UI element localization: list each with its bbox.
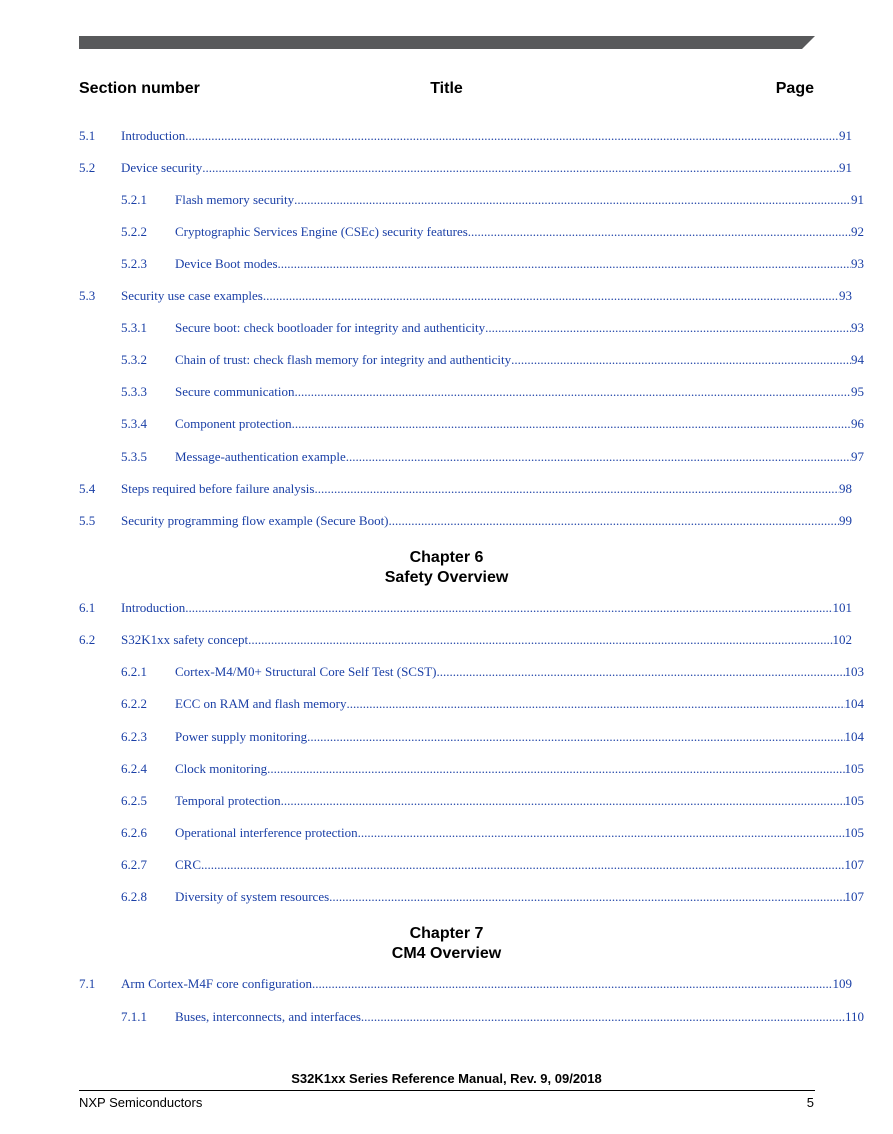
toc-entry[interactable]: [79, 599, 852, 617]
toc-entry-page[interactable]: 93: [851, 320, 864, 335]
dot-leader: [295, 383, 852, 401]
toc-entry-title[interactable]: Component protection: [175, 416, 292, 431]
toc-entry-title[interactable]: S32K1xx safety concept: [121, 632, 249, 647]
dot-leader: [307, 728, 844, 746]
toc-entry-title[interactable]: Buses, interconnects, and interfaces: [175, 1009, 361, 1024]
toc-entry-page[interactable]: 92: [851, 224, 864, 239]
toc-entry[interactable]: [121, 415, 864, 433]
toc-entry[interactable]: [121, 663, 864, 681]
footer-publisher: NXP Semiconductors: [79, 1095, 203, 1110]
toc-entry[interactable]: [79, 127, 852, 145]
toc-entry-title[interactable]: Steps required before failure analysis: [121, 481, 315, 496]
toc-entry-number: 5.3.4: [121, 416, 147, 431]
toc-entry-title[interactable]: ECC on RAM and flash memory: [175, 696, 347, 711]
toc-entry[interactable]: [121, 1008, 864, 1026]
toc-entry-title[interactable]: CRC: [175, 857, 202, 872]
toc-entry-title[interactable]: Arm Cortex-M4F core configuration: [121, 976, 312, 991]
toc-entry-page[interactable]: 103: [844, 664, 864, 679]
dot-leader: [389, 512, 839, 530]
toc-entry[interactable]: [121, 695, 864, 713]
toc-entry-number: 5.2: [79, 160, 96, 175]
dot-leader: [346, 448, 851, 466]
toc-entry-page[interactable]: 91: [851, 192, 864, 207]
toc-entry-page[interactable]: 105: [844, 825, 864, 840]
dot-leader: [263, 287, 839, 305]
dot-leader: [347, 695, 845, 713]
toc-entry-number: 5.3.5: [121, 449, 147, 464]
toc-entry[interactable]: [121, 888, 864, 906]
toc-entry-page[interactable]: 94: [851, 352, 864, 367]
dot-leader: [358, 824, 845, 842]
toc-entry[interactable]: [121, 448, 864, 466]
toc-entry[interactable]: [79, 159, 852, 177]
toc-entry-title[interactable]: Clock monitoring: [175, 761, 268, 776]
toc-entry-number: 5.4: [79, 481, 96, 496]
toc-entry-number: 7.1: [79, 976, 96, 991]
toc-entry-title[interactable]: Diversity of system resources: [175, 889, 330, 904]
toc-entry-number: 6.2.2: [121, 696, 147, 711]
dot-leader: [281, 792, 845, 810]
dot-leader: [468, 223, 851, 241]
toc-entry[interactable]: [121, 191, 864, 209]
toc-entry-number: 5.2.1: [121, 192, 147, 207]
toc-entry-number: 5.3.3: [121, 384, 147, 399]
header-bar: [79, 36, 815, 49]
footer-divider: [79, 1090, 815, 1091]
section-number-heading: Section number: [79, 80, 200, 97]
toc-entry-page[interactable]: 97: [851, 449, 864, 464]
toc-entry[interactable]: [79, 631, 852, 649]
toc-entry-page[interactable]: 110: [844, 1009, 864, 1024]
toc-entry-title[interactable]: Secure boot: check bootloader for integrity and authenticity: [175, 320, 486, 335]
toc-entry-title[interactable]: Secure communication: [175, 384, 295, 399]
dot-leader: [329, 888, 844, 906]
dot-leader: [202, 159, 839, 177]
toc-entry-title[interactable]: Cryptographic Services Engine (CSEc) security features: [175, 224, 468, 239]
toc-entry-page[interactable]: 91: [839, 160, 852, 175]
toc-entry-title[interactable]: Device Boot modes: [175, 256, 278, 271]
title-heading: Title: [430, 80, 463, 97]
toc-entry[interactable]: [121, 383, 864, 401]
toc-entry-page[interactable]: 107: [844, 889, 864, 904]
dot-leader: [294, 191, 851, 209]
chapter-heading: [0, 548, 893, 588]
toc-entry[interactable]: [121, 255, 864, 273]
chapter-number: Chapter 7: [409, 925, 484, 942]
dot-leader: [485, 319, 851, 337]
toc-entry-page[interactable]: 99: [839, 513, 852, 528]
toc-entry-title[interactable]: Chain of trust: check flash memory for integrity and authenticity: [175, 352, 512, 367]
chapter-title: Safety Overview: [384, 569, 509, 586]
toc-entry[interactable]: [121, 792, 864, 810]
toc-entry-page[interactable]: 93: [839, 288, 852, 303]
dot-leader: [278, 255, 851, 273]
toc-entry-page[interactable]: 105: [844, 793, 864, 808]
toc-entry[interactable]: [79, 287, 852, 305]
footer-page-number: 5: [806, 1095, 814, 1110]
dot-leader: [292, 415, 851, 433]
dot-leader: [267, 760, 844, 778]
toc-entry-number: 5.3: [79, 288, 96, 303]
toc-entry-number: 6.1: [79, 600, 96, 615]
toc-entry-page[interactable]: 104: [844, 729, 864, 744]
toc-entry[interactable]: [79, 480, 852, 498]
toc-entry[interactable]: [79, 512, 852, 530]
toc-entry-number: 6.2.6: [121, 825, 147, 840]
toc-entry-page[interactable]: 105: [844, 761, 864, 776]
toc-entry-title[interactable]: Introduction: [121, 600, 186, 615]
toc-entry-title[interactable]: Message-authentication example: [175, 449, 346, 464]
toc-entry-number: 5.2.2: [121, 224, 147, 239]
toc-entry[interactable]: [79, 975, 852, 993]
toc-entry-title[interactable]: Power supply monitoring: [175, 729, 308, 744]
toc-entry-page[interactable]: 98: [839, 481, 852, 496]
toc-entry[interactable]: [121, 319, 864, 337]
dot-leader: [185, 127, 839, 145]
toc-entry[interactable]: [121, 824, 864, 842]
dot-leader: [185, 599, 832, 617]
toc-entry-number: 5.2.3: [121, 256, 147, 271]
toc-entry-title[interactable]: Temporal protection: [175, 793, 281, 808]
page-heading: Page: [775, 80, 814, 97]
dot-leader: [248, 631, 832, 649]
toc-entry-number: 6.2.4: [121, 761, 147, 776]
header-bar-shape: [79, 36, 815, 49]
toc-entry-number: 5.3.1: [121, 320, 147, 335]
toc-entry-number: 7.1.1: [121, 1009, 147, 1024]
toc-entry[interactable]: [121, 760, 864, 778]
toc-entry[interactable]: [121, 728, 864, 746]
toc-entry-page[interactable]: 102: [832, 632, 852, 647]
toc-entry-page[interactable]: 104: [844, 696, 864, 711]
toc-entry[interactable]: [121, 223, 864, 241]
toc-entry-page[interactable]: 91: [839, 128, 852, 143]
dot-leader: [361, 1008, 845, 1026]
dot-leader: [312, 975, 833, 993]
toc-entry-number: 5.1: [79, 128, 96, 143]
toc-entry-number: 6.2.1: [121, 664, 147, 679]
toc-entry-number: 6.2.3: [121, 729, 147, 744]
toc-entry-number: 5.3.2: [121, 352, 147, 367]
dot-leader: [436, 663, 844, 681]
toc-entry-number: 6.2: [79, 632, 96, 647]
toc-entry-title[interactable]: Device security: [121, 160, 203, 175]
toc-entry-number: 6.2.8: [121, 889, 147, 904]
toc-entry-page[interactable]: 109: [832, 976, 852, 991]
chapter-heading: [0, 924, 893, 964]
dot-leader: [314, 480, 839, 498]
chapter-number: Chapter 6: [409, 549, 484, 566]
toc-entry-number: 5.5: [79, 513, 96, 528]
toc-entry-number: 6.2.7: [121, 857, 147, 872]
chapter-title: CM4 Overview: [391, 945, 502, 962]
dot-leader: [511, 351, 851, 369]
toc-entry-page[interactable]: 101: [832, 600, 852, 615]
toc-entry[interactable]: [121, 856, 864, 874]
toc-entry-title[interactable]: Operational interference protection: [175, 825, 358, 840]
toc-entry-title[interactable]: Flash memory security: [175, 192, 295, 207]
toc-entry-title[interactable]: Introduction: [121, 128, 186, 143]
toc-entry[interactable]: [121, 351, 864, 369]
toc-entry-page[interactable]: 107: [844, 857, 864, 872]
toc-entry-title[interactable]: Security programming flow example (Secure Boot): [121, 513, 389, 528]
toc-entry-page[interactable]: 95: [851, 384, 864, 399]
toc-entry-page[interactable]: 93: [851, 256, 864, 271]
toc-entry-title[interactable]: Security use case examples: [121, 288, 263, 303]
footer-doc-title: S32K1xx Series Reference Manual, Rev. 9, 09/2018: [291, 1071, 602, 1086]
dot-leader: [201, 856, 844, 874]
toc-entry-number: 6.2.5: [121, 793, 147, 808]
toc-entry-page[interactable]: 96: [851, 416, 864, 431]
toc-entry-title[interactable]: Cortex-M4/M0+ Structural Core Self Test (SCST): [175, 664, 437, 679]
